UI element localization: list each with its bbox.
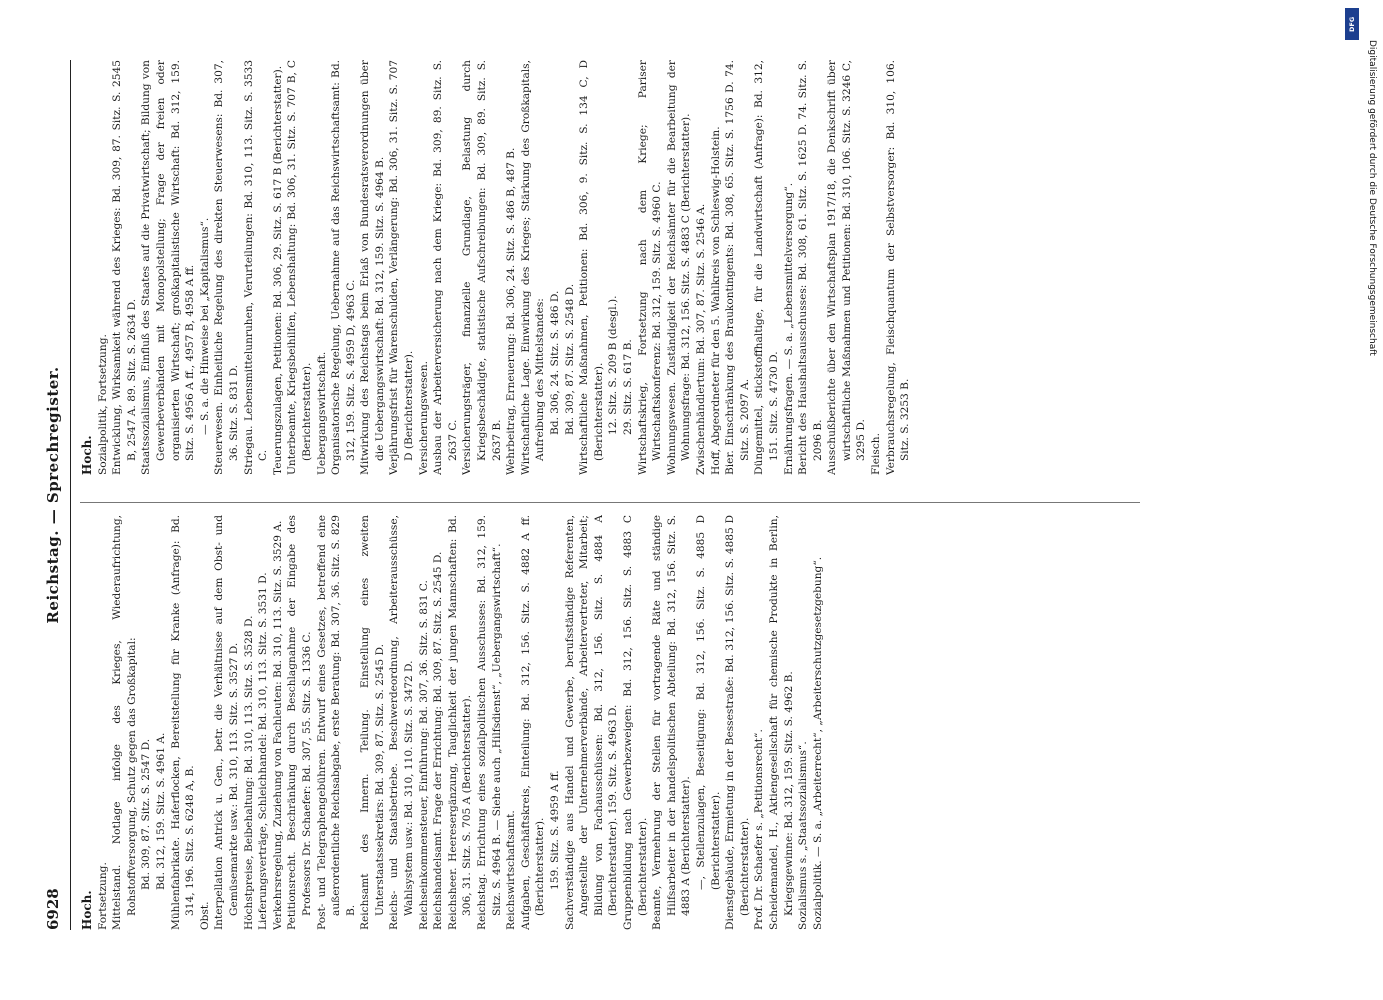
index-entry: Sozialismus s. „Staatssozialismus“. — [797, 741, 810, 930]
index-entry: Verjährungsfrist für Warenschulden, Verlängerung: Bd. 306, 31. Sitz. S. 707 D (Berichterstatter). — [388, 60, 416, 475]
index-entry: Wirtschaftliche Lage. Einwirkung des Krieges; Stärkung des Großkapitals, Aufreibung des Mittelstandes: — [519, 60, 547, 475]
index-entry: Reichsamt des Innern. Teilung. Einstellung eines zweiten Unterstaatssekretärs: Bd. 309, 87. Sitz. S. 2545 D. — [359, 515, 386, 930]
index-entry: Teuerungszulagen, Petitionen: Bd. 306, 29. Sitz. S. 617 B (Berichterstatter). — [271, 65, 284, 475]
index-entry: Bd. 309, 87. Sitz. S. 2547 D. — [140, 738, 153, 890]
index-entry: Aufgaben, Geschäftskreis, Einteilung: Bd. 312, 156. Sitz. S. 4882 A ff. (Berichterstatter). — [519, 515, 547, 930]
index-entry: Ausschußberichte über den Wirtschaftsplan 1917/18, die Denkschrift über wirtschaftliche Maßnahmen und Petitionen: Bd. 310, 106. Sitz. S. 3246 C, 3295 D. — [826, 60, 868, 475]
index-entry: Düngemittel, stickstoffhaltige, für die Landwirtschaft (Anfrage): Bd. 312, 151. Sitz. S. 4730 D. — [753, 60, 780, 475]
index-entry: Bier. Einschränkung des Braukontingents: Bd. 308, 65. Sitz. S. 1756 D. 74. Sitz. S. 2097 A. — [724, 60, 751, 475]
index-entry: Bericht des Haushaltsausschusses: Bd. 308, 61. Sitz. S. 1625 D. 74. Sitz. S. 2096 B. — [797, 60, 824, 475]
index-entry: Wehrbeitrag, Erneuerung: Bd. 306, 24. Sitz. S. 486 B, 487 B. — [505, 147, 518, 475]
index-entry: Höchstpreise, Beibehaltung: Bd. 310, 113. Sitz. S. 3528 D. — [242, 615, 255, 930]
right-column-entries — [96, 60, 913, 475]
index-entry: Entwicklung, Wirksamkeit während des Krieges: Bd. 309, 87. Sitz. S. 2545 B, 2547 A. 89. Sitz. S. 2634 D. — [111, 60, 138, 475]
index-entry: Zwischenhändlertum: Bd. 307, 87. Sitz. S. 2546 A. — [694, 203, 707, 475]
index-entry: Interpellation Antrick u. Gen., betr. die Verhältnisse auf dem Obst- und Gemüsemarkte usw.: Bd. 310, 113. Sitz. S. 3527 D. — [213, 515, 240, 930]
header-rule — [70, 60, 71, 930]
index-entry: Unterbeamte, Kriegsbeihilfen, Lebenshaltung: Bd. 306, 31. Sitz. S. 707 B, C (Berichterstatter). — [286, 60, 313, 475]
index-entry: Bd. 309, 87. Sitz. S. 2548 D. — [563, 283, 576, 435]
index-entry: Petitionsrecht. Beschränkung durch Beschlagnahme der Eingabe des Professors Dr. Schaefer: Bd. 307, 55. Sitz. S. 1336 C. — [286, 515, 313, 930]
page-header — [30, 60, 70, 930]
index-entry: Reichseinkommensteuer, Einführung: Bd. 307, 36. Sitz. S. 831 C. — [417, 580, 430, 930]
index-entry: — S. a. die Hinweise bei „Kapitalismus“. — [198, 217, 211, 435]
index-entry: Fleisch. — [870, 433, 883, 475]
index-entry: Fortsetzung. — [96, 862, 109, 930]
index-entry: Wohnungswesen. Zuständigkeit der Reichsämter für die Bearbeitung der Wohnungsfrage: Bd. 312, 156. Sitz. S. 4883 C (Berichterstatter). — [665, 60, 693, 475]
index-entry: Wirtschaftliche Maßnahmen, Petitionen: Bd. 306, 9. Sitz. S. 134 C, D (Berichterstatter). — [578, 60, 605, 475]
running-title: Reichstag. — Sprechregister. — [44, 366, 62, 624]
index-entry: Sachverständige aus Handel und Gewerbe, berufsständige Referenten, Angestellte der Unternehmerverbände, Arbeitervertreter, Mitarbeit; Bildung von Fachausschüssen: Bd. 312, 156. Sitz. S. 4884 A (Berichterstatter). 159. Sitz. S. 4963 D. — [563, 515, 620, 930]
index-entry: 12. Sitz. S. 209 B (desgl.). — [607, 295, 620, 435]
index-entry: Sozialpolitik, Fortsetzung. — [96, 334, 109, 475]
index-entry: 159. Sitz. S. 4959 A ff. — [549, 770, 561, 890]
index-entry: Ernährungsfragen. — S. a. „Lebensmittelversorgung“. — [782, 182, 795, 475]
index-entry: Versicherungswesen. — [417, 360, 430, 475]
left-column-entries — [96, 515, 826, 930]
index-entry: 29. Sitz. S. 617 B. — [621, 339, 634, 435]
index-entry: Organisatorische Regelung, Uebernahme auf das Reichswirtschaftsamt: Bd. 312, 159. Sitz. S. 4959 D, 4963 C. — [330, 60, 357, 475]
index-entry: Gruppenbildung nach Gewerbezweigen: Bd. 312, 156. Sitz. S. 4883 C (Berichterstatter). — [621, 515, 649, 930]
page-number: 6928 — [44, 888, 62, 930]
index-entry: —, Stellenzulagen, Beseitigung: Bd. 312, 156. Sitz. S. 4885 D (Berichterstatter). — [694, 515, 722, 890]
index-entry: Ausbau der Arbeiterversicherung nach dem Kriege: Bd. 309, 89. Sitz. S. 2637 C. — [432, 60, 459, 475]
index-entry: Striegau. Lebensmittelunruhen, Verurteilungen: Bd. 310, 113. Sitz. S. 3533 C. — [242, 60, 270, 475]
left-column — [80, 515, 1200, 930]
right-column — [80, 60, 1200, 475]
index-entry: Obst. — [198, 901, 211, 930]
index-entry: Versicherungsträger, finanzielle Grundlage, Belastung durch Kriegsbeschädigte, statistische Aufschreibungen: Bd. 309, 89. Sitz. S. 2637 B. — [461, 60, 503, 475]
digitization-note: Digitalisierung gefördert durch die Deutsche Forschungsgemeinschaft — [1367, 40, 1377, 356]
index-entry: Mitwirkung des Reichstags beim Erlaß von Bundesratsverordnungen über die Uebergangswirtschaft: Bd. 312, 159. Sitz. S. 4964 B. — [359, 60, 386, 475]
index-entry: Sozialpolitik. — S. a. „Arbeiterrecht“, „Arbeiterschutzgesetzgebung“. — [811, 556, 824, 930]
index-entry: Dienstgebäude, Ermietung in der Bessestraße: Bd. 312, 156. Sitz. S. 4885 D (Berichterstatter). — [724, 515, 751, 930]
right-column-head: Hoch. — [80, 435, 94, 475]
index-entry: Verbrauchsregelung, Fleischquantum der Selbstversorger: Bd. 310, 106. Sitz. S. 3253 B. — [884, 60, 912, 475]
index-entry: Reichs- und Staatsbetriebe. Beschwerdeordnung, Arbeiterausschüsse, Wahlsystem usw.: Bd. 310, 110. Sitz. S. 3472 D. — [388, 515, 416, 930]
index-entry: Wirtschaftskrieg, Fortsetzung nach dem Kriege; Pariser Wirtschaftskonferenz: Bd. 312, 159. Sitz. S. 4960 C. — [636, 60, 664, 475]
index-entry: Reichshandelsamt. Frage der Errichtung: Bd. 309, 87. Sitz. S. 2545 D. — [432, 551, 445, 930]
index-entry: Uebergangswirtschaft. — [315, 351, 328, 475]
index-entry: Scheidemandel, H., Aktiengesellschaft für chemische Produkte in Berlin, Kriegsgewinne: Bd. 312, 159. Sitz. S. 4962 B. — [767, 515, 795, 930]
index-entry: Staatssozialismus, Einfluß des Staates auf die Privatwirtschaft; Bildung von Gewerbeverbänden mit Monopolstellung; Frage der freien oder organisierten Wirtschaft; großkapitalistische Wirtschaft: Bd. 312, 159. Sitz. S. 4956 A ff., 4957 B, 4958 A ff. — [140, 60, 197, 475]
index-entry: Verkehrsregelung, Zuziehung von Fachleuten: Bd. 310, 113. Sitz. S. 3529 A. — [271, 520, 284, 930]
index-entry: Prof. Dr. Schaefer s. „Petitionsrecht“. — [753, 729, 766, 930]
left-column-head: Hoch. — [80, 890, 94, 930]
index-entry: Bd. 312, 159. Sitz. S. 4961 A. — [154, 732, 167, 890]
index-entry: Reichsheer. Heeresergänzung, Tauglichkeit der jungen Mannschaften: Bd. 306, 31. Sitz. S. 705 A (Berichterstatter). — [446, 515, 474, 930]
index-entry: Reichswirtschaftsamt. — [505, 810, 518, 930]
column-divider — [80, 502, 1140, 503]
index-entry: Post- und Telegraphengebühren. Entwurf eines Gesetzes, betreffend eine außerordentliche Reichsabgabe, erste Beratung: Bd. 307, 36. Sitz. S. 829 B. — [315, 515, 357, 930]
index-entry: Mühlenfabrikate. Haferflocken, Bereitstellung für Kranke (Anfrage): Bd. 314, 196. Sitz. S. 6248 A, B. — [169, 515, 197, 930]
index-entry: Mittelstand. Notlage infolge des Krieges, Wiederaufrichtung, Rohstoffversorgung, Schutz gegen das Großkapital: — [111, 515, 138, 930]
dfg-logo: DFG — [1345, 8, 1359, 40]
index-entry: Reichstag. Errichtung eines sozialpolitischen Ausschusses: Bd. 312, 159. Sitz. S. 4964 B. — Siehe auch „Hilfsdienst“, „Uebergangswirtschaft“. — [476, 515, 503, 930]
index-entry: Steuerwesen. Einheitliche Regelung des direkten Steuerwesens: Bd. 307, 36. Sitz. S. 831 D. — [213, 60, 240, 475]
index-entry: Beamte, Vermehrung der Stellen für vortragende Räte und ständige Hilfsarbeiter in der handelspolitischen Abteilung: Bd. 312, 156. Sitz. S. 4883 A (Berichterstatter). — [651, 515, 693, 930]
index-entry: Hoff, Abgeordneter für den 5. Wahlkreis von Schleswig-Holstein. — [709, 126, 722, 475]
index-entry: Bd. 306, 24. Sitz. S. 486 D. — [549, 290, 561, 435]
index-entry: Lieferungsverträge, Schleichhandel: Bd. 310, 113. Sitz. S. 3531 D. — [257, 572, 270, 930]
